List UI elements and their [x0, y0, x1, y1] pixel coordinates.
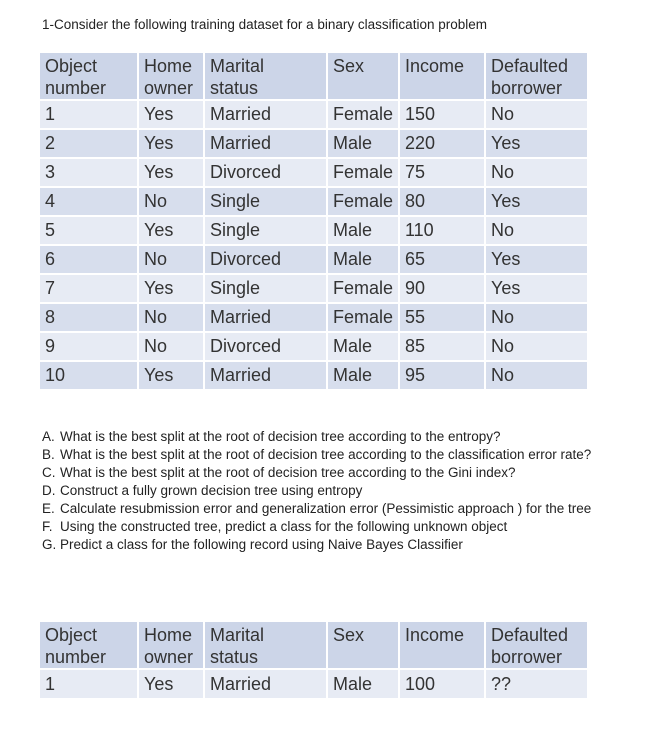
column-header: [204, 622, 327, 669]
table-cell: No: [485, 158, 588, 187]
table-cell: 100: [399, 669, 485, 699]
question-letter: F.: [42, 519, 53, 534]
column-header-line: Object: [45, 625, 98, 645]
table-cell: No: [485, 100, 588, 129]
table-row: [40, 100, 588, 129]
column-header-line: Marital: [210, 625, 265, 645]
column-header: [40, 622, 138, 669]
column-header-line: [405, 646, 484, 668]
column-header-line: Home: [144, 56, 193, 76]
column-header-line: Home: [144, 625, 193, 645]
table-cell: Married: [204, 669, 327, 699]
table-cell: 65: [399, 245, 485, 274]
column-header-line: status: [210, 78, 259, 98]
question-text: Using the constructed tree, predict a class for the following unknown object: [60, 519, 508, 534]
table-cell: 4: [40, 187, 138, 216]
table-cell: Male: [327, 669, 399, 699]
table-cell: Yes: [138, 669, 204, 699]
table-cell: Single: [204, 274, 327, 303]
table-cell: Yes: [485, 187, 588, 216]
column-header-line: number: [45, 78, 107, 98]
table-cell: Male: [327, 129, 399, 158]
table-row: [40, 245, 588, 274]
table-cell: Yes: [485, 129, 588, 158]
column-header: [399, 53, 485, 100]
table-row: [40, 669, 588, 699]
table-cell: 2: [40, 129, 138, 158]
table-cell: Married: [204, 129, 327, 158]
table-cell: Female: [327, 187, 399, 216]
question-letter: A.: [42, 429, 55, 444]
table-cell: 3: [40, 158, 138, 187]
table-cell: Female: [327, 303, 399, 332]
header-row: [40, 53, 588, 100]
table-row: [40, 187, 588, 216]
table-cell: 1: [40, 100, 138, 129]
column-header-line: [333, 77, 398, 99]
table-cell: Yes: [485, 274, 588, 303]
table-cell: 75: [399, 158, 485, 187]
training-dataset-table: [40, 53, 589, 391]
header-row: [40, 622, 588, 669]
table-cell: No: [138, 332, 204, 361]
question-list: [42, 429, 602, 555]
question-item: [42, 465, 602, 481]
table-cell: ??: [485, 669, 588, 699]
column-header-line: owner: [144, 78, 194, 98]
question-text: What is the best split at the root of decision tree according to the entropy?: [60, 429, 501, 444]
table-cell: No: [485, 303, 588, 332]
table-row: [40, 303, 588, 332]
table-cell: Female: [327, 274, 399, 303]
table-cell: 9: [40, 332, 138, 361]
table-cell: 80: [399, 187, 485, 216]
table-row: [40, 129, 588, 158]
table-cell: No: [138, 187, 204, 216]
table-cell: No: [138, 245, 204, 274]
table-cell: Male: [327, 245, 399, 274]
column-header-line: Sex: [333, 56, 365, 76]
table-cell: Yes: [138, 361, 204, 390]
column-header-line: borrower: [491, 647, 563, 667]
table-cell: 1: [40, 669, 138, 699]
question-item: [42, 501, 602, 517]
question-letter: E.: [42, 501, 55, 516]
column-header-line: Income: [405, 625, 465, 645]
question-item: [42, 483, 602, 499]
table-cell: Married: [204, 361, 327, 390]
question-item: [42, 429, 602, 445]
question-text: Calculate resubmission error and generalization error (Pessimistic approach ) for the tree: [60, 501, 592, 516]
table-cell: Divorced: [204, 332, 327, 361]
table-cell: Divorced: [204, 245, 327, 274]
column-header-line: [333, 646, 398, 668]
table-cell: No: [138, 303, 204, 332]
column-header-line: number: [45, 647, 107, 667]
question-letter: C.: [42, 465, 56, 480]
column-header-line: Sex: [333, 625, 365, 645]
table-cell: Single: [204, 216, 327, 245]
table-cell: No: [485, 216, 588, 245]
table-cell: 7: [40, 274, 138, 303]
question-text: Predict a class for the following record using Naive Bayes Classifier: [60, 537, 463, 552]
table-cell: 220: [399, 129, 485, 158]
column-header: [485, 53, 588, 100]
table-cell: 5: [40, 216, 138, 245]
table-cell: No: [485, 361, 588, 390]
table-cell: Married: [204, 303, 327, 332]
column-header: [204, 53, 327, 100]
table-row: [40, 361, 588, 390]
column-header: [327, 622, 399, 669]
table-cell: Yes: [485, 245, 588, 274]
table-cell: Yes: [138, 216, 204, 245]
question-text: Construct a fully grown decision tree using entropy: [60, 483, 363, 498]
question-item: [42, 537, 602, 553]
column-header-line: Object: [45, 56, 98, 76]
table-row: [40, 158, 588, 187]
column-header-line: borrower: [491, 78, 563, 98]
query-record-table: [40, 622, 589, 700]
column-header: [399, 622, 485, 669]
table-cell: Female: [327, 158, 399, 187]
column-header-line: Marital: [210, 56, 265, 76]
table-cell: 10: [40, 361, 138, 390]
column-header: [138, 622, 204, 669]
table-row: [40, 332, 588, 361]
table-cell: 95: [399, 361, 485, 390]
table-cell: 85: [399, 332, 485, 361]
column-header-line: Defaulted: [491, 56, 569, 76]
column-header: [327, 53, 399, 100]
table-cell: Yes: [138, 158, 204, 187]
table-cell: Divorced: [204, 158, 327, 187]
table-cell: 8: [40, 303, 138, 332]
column-header: [40, 53, 138, 100]
question-letter: D.: [42, 483, 56, 498]
question-item: [42, 519, 602, 535]
question-text: What is the best split at the root of decision tree according to the classification error rate?: [60, 447, 592, 462]
table-row: [40, 216, 588, 245]
table-cell: 150: [399, 100, 485, 129]
column-header-line: owner: [144, 647, 194, 667]
table-cell: Yes: [138, 100, 204, 129]
table-cell: Yes: [138, 129, 204, 158]
column-header: [138, 53, 204, 100]
table-cell: 90: [399, 274, 485, 303]
question-letter: B.: [42, 447, 55, 462]
column-header-line: Defaulted: [491, 625, 569, 645]
table-cell: 110: [399, 216, 485, 245]
table-row: [40, 274, 588, 303]
problem-title: 1-Consider the following training dataset for a binary classification problem: [42, 17, 487, 32]
column-header-line: Income: [405, 56, 465, 76]
column-header-line: status: [210, 647, 259, 667]
table-cell: Female: [327, 100, 399, 129]
column-header-line: [405, 77, 484, 99]
table-cell: 55: [399, 303, 485, 332]
table-cell: 6: [40, 245, 138, 274]
question-item: [42, 447, 602, 463]
column-header: [485, 622, 588, 669]
table-cell: Male: [327, 216, 399, 245]
table-cell: Male: [327, 332, 399, 361]
table-cell: Male: [327, 361, 399, 390]
table-cell: Single: [204, 187, 327, 216]
table-cell: Married: [204, 100, 327, 129]
question-text: What is the best split at the root of decision tree according to the Gini index?: [60, 465, 516, 480]
table-cell: Yes: [138, 274, 204, 303]
table-cell: No: [485, 332, 588, 361]
question-letter: G.: [42, 537, 57, 552]
